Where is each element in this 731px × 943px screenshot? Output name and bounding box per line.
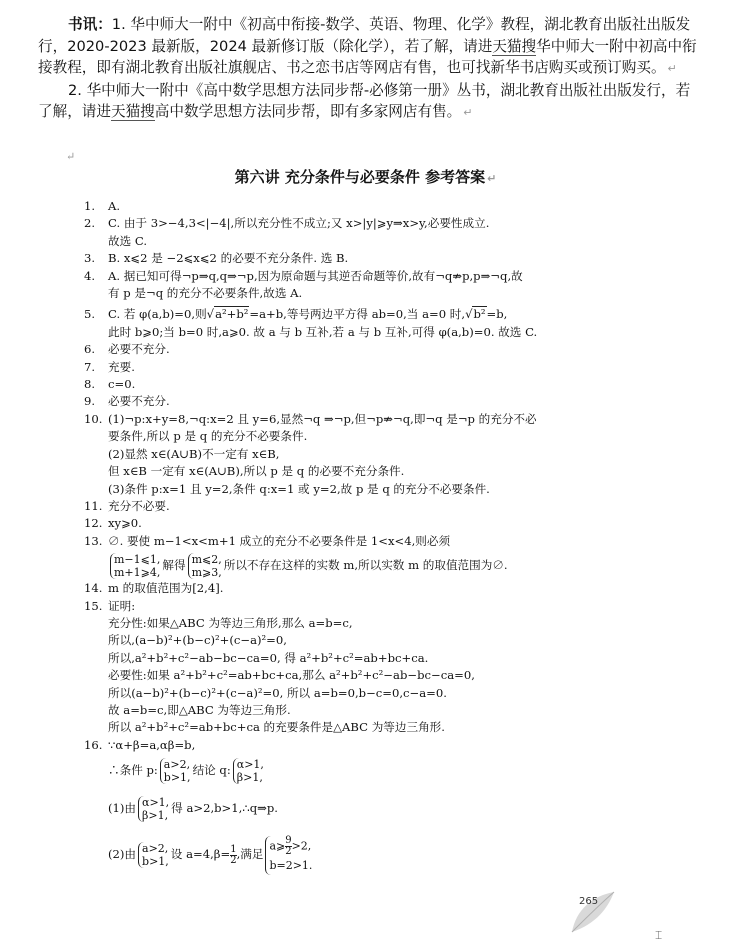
answer-10-line: 要条件,所以 p 是 q 的充分不必要条件. bbox=[108, 429, 308, 444]
page-title: 第六讲 充分条件与必要条件 参考答案 ↵ bbox=[234, 168, 497, 186]
answer-8: 8. c=0. bbox=[84, 377, 136, 392]
answer-13-system: m−1⩽1, m+1⩾4,解得 m⩽2, m⩾3,所以不存在这样的实数 m,所以实数 m 的取值范围为∅. bbox=[84, 550, 624, 580]
leaf-decoration-icon bbox=[568, 890, 616, 934]
answer-15: 15. 证明: bbox=[84, 598, 136, 613]
notice-paragraph-1: 书讯：1. 华中师大一附中《初高中衔接-数学、英语、物理、化学》教程，湖北教育出版社出版发行，2020-2023 最新版，2024 最新修订版（除化学），若了解，请进天猫搜华中师大一附中初高中衔接教程，即有湖北教育出版社旗舰店、书之恋书店等网店有售，也可找新华书店购买或预订购买。 ↵ bbox=[38, 16, 697, 76]
answer-5-cont: 此时 b⩾0;当 b=0 时,a⩾0. 故 a 与 b 互补,若 a 与 b 互补,可得 φ(a,b)=0. 故选 C. bbox=[108, 324, 538, 339]
answer-16-conditions: ∴条件 p: a>2, b>1,结论 q: α>1, β>1, bbox=[108, 758, 264, 785]
answer-13: 13. ∅. 要使 m−1<x<m+1 成立的充分不必要条件是 1<x<4,则必须 bbox=[84, 533, 451, 548]
answer-15-line: 所以 a²+b²+c²=ab+bc+ca 的充要条件是△ABC 为等边三角形. bbox=[108, 720, 445, 735]
text-cursor-icon: ⌶ bbox=[655, 928, 663, 942]
answer-10: 10. (1)¬p:x+y=8,¬q:x=2 且 y=6,显然¬q ⇒¬p,但¬p⇏¬q,即¬q 是¬p 的充分不必 bbox=[84, 411, 537, 426]
page-number: 265 bbox=[579, 896, 599, 907]
answer-16-part-1: (1)由 α>1, β>1,得 a>2,b>1,∴q⇒p. bbox=[108, 796, 278, 823]
answer-10-line: (3)条件 p:x=1 且 y=2,条件 q:x=1 或 y=2,故 p 是 q 的充分不必要条件. bbox=[108, 481, 490, 496]
return-mark: ↵ bbox=[487, 172, 497, 185]
answer-16: 16. ∵α+β=a,αβ=b, bbox=[84, 737, 196, 752]
fraction: $\frac{1}{2}$ bbox=[230, 843, 237, 866]
answer-2: 2. C. 由于 3>−4,3<|−4|,所以充分性不成立;又 x>|y|⩾y⇒x>y,必要性成立. bbox=[84, 216, 490, 231]
answer-15-line: 所以,(a−b)²+(b−c)²+(c−a)²=0, bbox=[108, 633, 287, 648]
answer-list bbox=[84, 198, 624, 876]
book-notice bbox=[38, 14, 698, 124]
answer-3: 3. B. x⩽2 是 −2⩽x⩽2 的必要不充分条件. 选 B. bbox=[84, 251, 349, 266]
answer-15-line: 所以(a−b)²+(b−c)²+(c−a)²=0, 所以 a=b=0,b−c=0,c−a=0. bbox=[108, 685, 447, 700]
answer-1: 1. A. bbox=[84, 199, 121, 213]
fraction: $\frac{9}{2}$ bbox=[285, 834, 292, 857]
answer-7: 7. 充要. bbox=[84, 359, 135, 374]
answer-14: 14. m 的取值范围为[2,4]. bbox=[84, 581, 224, 596]
answer-11: 11. 充分不必要. bbox=[84, 498, 170, 513]
answer-15-line: 故 a=b=c,即△ABC 为等边三角形. bbox=[108, 702, 291, 717]
answer-2-cont: 故选 C. bbox=[108, 233, 148, 248]
notice-paragraph-2: 2. 华中师大一附中《高中数学思想方法同步帮-必修第一册》丛书，湖北教育出版社出版发行，若了解，请进天猫搜高中数学思想方法同步帮，即有多家网店有售。 ↵ bbox=[38, 81, 691, 120]
answer-15-line: 必要性:如果 a²+b²+c²=ab+bc+ca,那么 a²+b²+c²−ab−bc−ca=0, bbox=[108, 668, 475, 683]
page-number-badge bbox=[568, 890, 616, 934]
tmall-search-link-1[interactable]: 天猫搜 bbox=[492, 37, 537, 55]
answer-15-line: 充分性:如果△ABC 为等边三角形,那么 a=b=c, bbox=[108, 615, 353, 630]
return-mark: ↵ bbox=[66, 150, 76, 163]
answer-4: 4. A. 据已知可得¬p⇒q,q⇒¬p,因为原命题与其逆否命题等价,故有¬q⇏p,p⇒¬q,故 bbox=[84, 268, 523, 283]
answer-15-line: 所以,a²+b²+c²−ab−bc−ca=0, 得 a²+b²+c²=ab+bc+ca. bbox=[108, 650, 429, 665]
answer-5: 5. C. 若 φ(a,b)=0,则√a²+b²=a+b,等号两边平方得 ab=0,当 a=0 时,√b²=b, bbox=[84, 307, 508, 322]
answer-6: 6. 必要不充分. bbox=[84, 342, 170, 357]
answer-4-cont: 有 p 是¬q 的充分不必要条件,故选 A. bbox=[108, 286, 303, 301]
answer-10-line: 但 x∈B 一定有 x∈(A∪B),所以 p 是 q 的必要不充分条件. bbox=[108, 464, 405, 479]
return-mark: ↵ bbox=[463, 106, 473, 119]
answer-16-part-2: (2)由 a>2, b>1,设 a=4,β= $\frac{1}{2}$ ,满足a⩾ $\frac{9}{2}$ >2, b=2>1. bbox=[84, 832, 624, 876]
answer-10-line: (2)显然 x∈(A∪B)不一定有 x∈B, bbox=[108, 446, 280, 461]
tmall-search-link-2[interactable]: 天猫搜 bbox=[110, 103, 155, 120]
notice-label: 书讯： bbox=[68, 16, 112, 33]
return-mark: ↵ bbox=[667, 62, 677, 75]
answer-9: 9. 必要不充分. bbox=[84, 394, 170, 409]
answer-12: 12. xy⩾0. bbox=[84, 516, 142, 531]
